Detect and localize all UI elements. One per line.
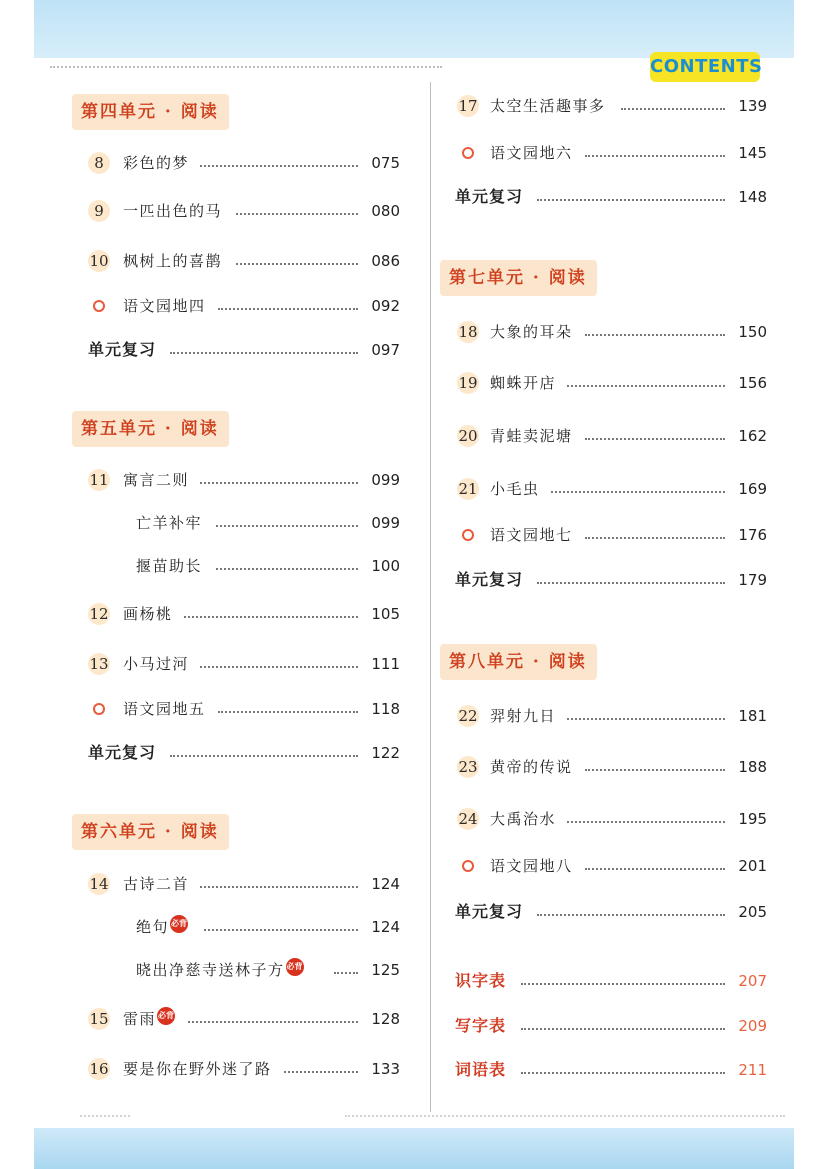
dot-leader: [284, 1071, 358, 1073]
garden-ring-icon: [93, 300, 105, 312]
lesson-title: [123, 1006, 175, 1032]
dot-leader: [170, 755, 358, 757]
page-number: 181: [738, 707, 767, 725]
lesson-number: 16: [89, 1060, 109, 1078]
toc-entry-review-6[interactable]: [455, 184, 767, 210]
bottom-dotted-rule: [80, 1115, 130, 1117]
bottom-dotted-rule: [345, 1115, 785, 1117]
dot-leader: [521, 1072, 725, 1074]
dot-leader: [567, 385, 725, 387]
page-number: 169: [738, 480, 767, 498]
lesson-number: 20: [458, 427, 478, 445]
toc-entry-10[interactable]: [88, 248, 400, 274]
lesson-title: 语文园地八: [490, 857, 573, 875]
toc-entry-18[interactable]: [455, 319, 767, 345]
unit-title-8: 第八单元 · 阅读: [440, 644, 597, 680]
lesson-number: 24: [458, 810, 478, 828]
must-recite-badge: 必背: [157, 1007, 175, 1025]
toc-entry-review-5[interactable]: [88, 740, 400, 766]
toc-appendix-writing-table[interactable]: [455, 1013, 767, 1039]
page-number: 145: [738, 144, 767, 162]
page-number: 105: [371, 605, 400, 623]
unit-title-5: 第五单元 · 阅读: [72, 411, 229, 447]
garden-ring-icon: [93, 703, 105, 715]
lesson-number: 14: [89, 875, 109, 893]
unit-title-7: 第七单元 · 阅读: [440, 260, 597, 296]
appendix-title: 写字表: [455, 1016, 507, 1035]
toc-appendix-vocabulary-table[interactable]: [455, 1057, 767, 1083]
dot-leader: [188, 1021, 358, 1023]
lesson-number: 19: [458, 374, 478, 392]
must-recite-badge: 必背: [170, 915, 188, 933]
dot-leader: [585, 155, 725, 157]
dot-leader: [621, 108, 725, 110]
page-number: 092: [371, 297, 400, 315]
lesson-number: 17: [458, 97, 478, 115]
page-number: 124: [371, 918, 400, 936]
lesson-title: 一匹出色的马: [123, 202, 223, 220]
toc-entry-16[interactable]: [88, 1056, 400, 1082]
review-title: 单元复习: [455, 187, 524, 206]
page-number: 128: [371, 1010, 400, 1028]
page-number: 188: [738, 758, 767, 776]
lesson-number: 9: [88, 200, 110, 222]
toc-entry-15[interactable]: [88, 1006, 400, 1032]
subentry-title: [136, 914, 188, 940]
lesson-title: 小毛虫: [490, 480, 540, 498]
dot-leader: [200, 165, 358, 167]
dot-leader: [567, 718, 725, 720]
lesson-number: 21: [458, 480, 478, 498]
dot-leader: [216, 568, 358, 570]
page-number: 205: [738, 903, 767, 921]
dot-leader: [218, 711, 358, 713]
toc-subentry-14b[interactable]: [88, 957, 400, 983]
page-number: 201: [738, 857, 767, 875]
subentry-title: 揠苗助长: [136, 557, 203, 575]
lesson-title: 要是你在野外迷了路: [123, 1060, 272, 1078]
dot-leader: [585, 438, 725, 440]
garden-ring-icon: [462, 860, 474, 872]
lesson-title: 蜘蛛开店: [490, 374, 557, 392]
page-number: 133: [371, 1060, 400, 1078]
subentry-title-text: 绝句: [136, 918, 170, 936]
lesson-title: 黄帝的传说: [490, 758, 573, 776]
dot-leader: [204, 929, 358, 931]
page-number: 080: [371, 202, 400, 220]
lesson-number: 8: [88, 152, 110, 174]
toc-entry-13[interactable]: [88, 651, 400, 677]
lesson-title: 羿射九日: [490, 707, 557, 725]
page-number: 075: [371, 154, 400, 172]
toc-entry-21[interactable]: [455, 476, 767, 502]
lesson-title: 枫树上的喜鹊: [123, 252, 223, 270]
unit-title-6: 第六单元 · 阅读: [72, 814, 229, 850]
unit-title-4: 第四单元 · 阅读: [72, 94, 229, 130]
dot-leader: [216, 525, 358, 527]
page-number: 118: [371, 700, 400, 718]
lesson-number: 11: [89, 471, 109, 489]
lesson-title: 青蛙卖泥塘: [490, 427, 573, 445]
footer-band: [34, 1128, 794, 1169]
subentry-title-text: 晓出净慈寺送林子方: [136, 961, 285, 979]
lesson-title: 大象的耳朵: [490, 323, 573, 341]
dot-leader: [585, 868, 725, 870]
toc-entry-garden-5[interactable]: [88, 696, 400, 722]
toc-entry-20[interactable]: [455, 423, 767, 449]
toc-entry-garden-6[interactable]: [455, 140, 767, 166]
lesson-number: 15: [89, 1010, 109, 1028]
toc-entry-review-8[interactable]: [455, 899, 767, 925]
page-number: 195: [738, 810, 767, 828]
toc-entry-23[interactable]: [455, 754, 767, 780]
header-band: [34, 0, 794, 58]
garden-ring-icon: [462, 529, 474, 541]
page-number: 100: [371, 557, 400, 575]
dot-leader: [521, 983, 725, 985]
dot-leader: [236, 213, 358, 215]
dot-leader: [184, 616, 358, 618]
dot-leader: [537, 582, 725, 584]
dot-leader: [218, 308, 358, 310]
lesson-title: 寓言二则: [123, 471, 190, 489]
lesson-title: 古诗二首: [123, 875, 190, 893]
page-number: 176: [738, 526, 767, 544]
dot-leader: [200, 482, 358, 484]
lesson-title: 小马过河: [123, 655, 190, 673]
toc-entry-11[interactable]: [88, 467, 400, 493]
dot-leader: [537, 199, 725, 201]
page-number: 150: [738, 323, 767, 341]
dot-leader: [585, 334, 725, 336]
toc-entry-24[interactable]: [455, 806, 767, 832]
lesson-number: 22: [458, 707, 478, 725]
lesson-title: 语文园地五: [123, 700, 206, 718]
subentry-title: [136, 957, 304, 983]
page-number: 162: [738, 427, 767, 445]
lesson-number: 10: [89, 252, 109, 270]
page-number: 139: [738, 97, 767, 115]
page-number: 125: [371, 961, 400, 979]
must-recite-badge: 必背: [286, 958, 304, 976]
page-number: 148: [738, 188, 767, 206]
dot-leader: [236, 263, 358, 265]
page-number: 086: [371, 252, 400, 270]
dot-leader: [170, 352, 358, 354]
review-title: 单元复习: [88, 743, 157, 762]
dot-leader: [585, 769, 725, 771]
page-number: 179: [738, 571, 767, 589]
contents-badge: CONTENTS: [650, 52, 760, 82]
toc-entry-8[interactable]: [88, 150, 400, 176]
page-number: 099: [371, 471, 400, 489]
page-number: 097: [371, 341, 400, 359]
toc-entry-22[interactable]: [455, 703, 767, 729]
lesson-number: 18: [458, 323, 478, 341]
toc-entry-garden-4[interactable]: [88, 293, 400, 319]
column-divider: [430, 82, 431, 1112]
toc-subentry-11b[interactable]: [88, 553, 400, 579]
page-number: 156: [738, 374, 767, 392]
subentry-title: 亡羊补牢: [136, 514, 203, 532]
dot-leader: [200, 666, 358, 668]
page-number: 122: [371, 744, 400, 762]
lesson-title: 语文园地七: [490, 526, 573, 544]
dot-leader: [537, 914, 725, 916]
lesson-title: 语文园地四: [123, 297, 206, 315]
lesson-number: 23: [458, 758, 478, 776]
page-number: 099: [371, 514, 400, 532]
dot-leader: [200, 886, 358, 888]
lesson-title: 太空生活趣事多: [490, 97, 606, 115]
toc-subentry-11a[interactable]: [88, 510, 400, 536]
appendix-title: 识字表: [455, 971, 507, 990]
dot-leader: [334, 972, 358, 974]
dot-leader: [585, 537, 725, 539]
top-dotted-rule: [50, 66, 442, 68]
page-number: 211: [738, 1061, 767, 1079]
lesson-number: 12: [89, 605, 109, 623]
page-number: 207: [738, 972, 767, 990]
appendix-title: 词语表: [455, 1060, 507, 1079]
lesson-title: 语文园地六: [490, 144, 573, 162]
toc-entry-9[interactable]: [88, 198, 400, 224]
dot-leader: [567, 821, 725, 823]
lesson-title: 彩色的梦: [123, 154, 190, 172]
lesson-number: 13: [89, 655, 109, 673]
toc-entry-14[interactable]: [88, 871, 400, 897]
review-title: 单元复习: [455, 570, 524, 589]
lesson-title-text: 雷雨: [123, 1010, 157, 1028]
toc-entry-garden-8[interactable]: [455, 853, 767, 879]
page-number: 111: [371, 655, 400, 673]
toc-entry-17[interactable]: [455, 93, 767, 119]
toc-entry-review-4[interactable]: [88, 337, 400, 363]
page-number: 124: [371, 875, 400, 893]
toc-entry-12[interactable]: [88, 601, 400, 627]
garden-ring-icon: [462, 147, 474, 159]
dot-leader: [551, 491, 725, 493]
page-number: 209: [738, 1017, 767, 1035]
toc-entry-garden-7[interactable]: [455, 522, 767, 548]
toc-entry-review-7[interactable]: [455, 567, 767, 593]
toc-appendix-literacy-table[interactable]: [455, 968, 767, 994]
toc-entry-19[interactable]: [455, 370, 767, 396]
lesson-title: 画杨桃: [123, 605, 173, 623]
review-title: 单元复习: [88, 340, 157, 359]
review-title: 单元复习: [455, 902, 524, 921]
lesson-title: 大禹治水: [490, 810, 557, 828]
toc-subentry-14a[interactable]: [88, 914, 400, 940]
dot-leader: [521, 1028, 725, 1030]
